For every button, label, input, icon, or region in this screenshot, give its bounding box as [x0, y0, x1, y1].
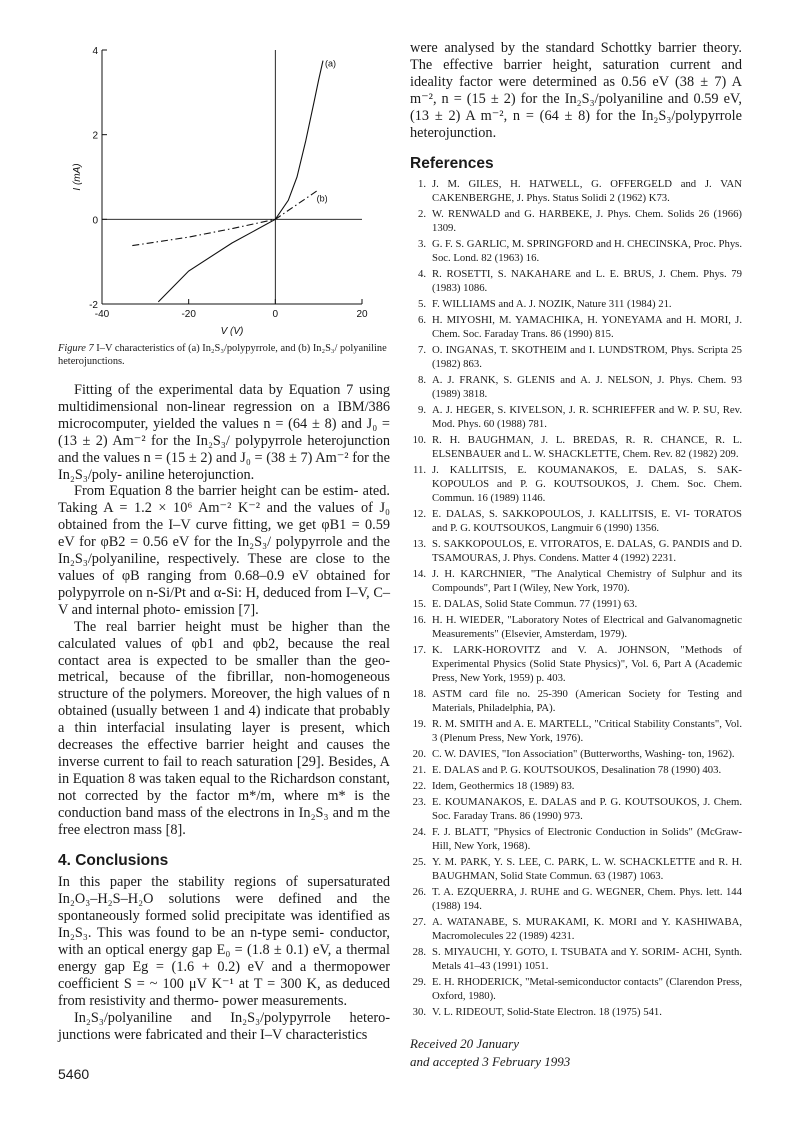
reference-text: V. L. RIDEOUT, Solid-State Electron. 18 (1975) 541. — [432, 1006, 662, 1019]
paragraph: Fitting of the experimental data by Equation 7 using multidimensional non-linear regression on a IBM/386 microcomputer, yielded the values n = (64 ± 8) and J₀ = (13 ± 2) Am⁻² for the In₂S₃/ polypyrrole heterojunction and the values n = (15 ± 2) and J₀ = (38 ± 7) Am⁻² for the In₂S₃/poly- aniline heterojunction. — [58, 382, 390, 483]
x-tick-label: 0 — [272, 309, 279, 320]
y-tick-label: 2 — [92, 130, 98, 142]
reference-item — [410, 779, 742, 793]
reference-item — [410, 975, 742, 1003]
y-axis-label: I (mA) — [72, 163, 83, 191]
reference-item — [410, 747, 742, 761]
x-tick-label: 20 — [356, 309, 368, 320]
reference-text: A. J. FRANK, S. GLENIS and A. J. NELSON, J. Phys. Chem. 93 (1989) 3818. — [432, 374, 742, 401]
reference-number: 6. — [417, 314, 426, 327]
reference-number: 3. — [417, 238, 426, 251]
references-list — [410, 177, 742, 1019]
x-tick-label: -20 — [181, 309, 196, 320]
reference-number: 20. — [412, 748, 426, 761]
reference-number: 27. — [412, 916, 426, 929]
reference-number: 26. — [412, 886, 426, 899]
reference-text: W. RENWALD and G. HARBEKE, J. Phys. Chem. Solids 26 (1966) 1309. — [432, 208, 742, 235]
accepted-line: and accepted 3 February 1993 — [410, 1054, 571, 1070]
reference-number: 13. — [412, 538, 426, 551]
y-tick-label: 4 — [92, 46, 98, 57]
reference-item — [410, 855, 742, 883]
paragraph: In this paper the stability regions of supersaturated In₂O₃–H₂S–H₂O solutions were defined and the spontaneously formed solid precipitate was identified as In₂S₃. This was found to be an n-type semi- conductor, with an optical energy gap E₀ = (1.8 ± 0.1) eV, a thermal energy gap Eg = (1.6 + 0.2) eV and a thermopower coefficient S = ~ 100 μV K⁻¹ at T = 300 K, as deduced from resistivity and thermo- power measurements. — [58, 874, 390, 1009]
reference-number: 16. — [412, 614, 426, 627]
y-tick-label: -2 — [89, 300, 98, 311]
reference-text: ASTM card file no. 25-390 (American Society for Testing and Materials, Philadelphia, PA). — [432, 688, 742, 715]
reference-item — [410, 915, 742, 943]
reference-item — [410, 313, 742, 341]
paragraph: From Equation 8 the barrier height can be estim- ated. Taking A = 1.2 × 10⁶ Am⁻² K⁻² and the values of J₀ obtained from the I–V curve fitting, we get φB1 = 0.59 eV for φB2 = 0.56 eV for the In₂S₃/ polypyrrole and the In₂S₃/polyaniline, respectively. These are close to the values of φB ranging from 0.68–0.9 eV obtained for polypyrrole on n-Si/Pt and α-Si: H, deduced from I–V, C–V and internal photo- emission [7]. — [58, 483, 390, 618]
reference-text: F. J. BLATT, "Physics of Electronic Conduction in Solids" (McGraw-Hill, New York, 1968). — [432, 826, 742, 853]
reference-item — [410, 373, 742, 401]
reference-text: H. MIYOSHI, M. YAMACHIKA, H. YONEYAMA and H. MORI, J. Chem. Soc. Faraday Trans. 86 (1990) 815. — [432, 314, 742, 341]
reference-number: 2. — [417, 208, 426, 221]
section-heading: 4. Conclusions — [58, 852, 169, 870]
reference-number: 18. — [412, 688, 426, 701]
reference-item — [410, 177, 742, 205]
reference-number: 24. — [412, 826, 426, 839]
paragraph: In₂S₃/polyaniline and In₂S₃/polypyrrole hetero- junctions were fabricated and their I–V characteristics — [58, 1009, 390, 1043]
reference-item — [410, 267, 742, 295]
reference-text: G. F. S. GARLIC, M. SPRINGFORD and H. CHECINSKA, Proc. Phys. Soc. Lond. 82 (1963) 16. — [432, 238, 743, 265]
body-text — [58, 382, 390, 838]
reference-item — [410, 687, 742, 715]
page-number: 5460 — [58, 1066, 90, 1082]
chart-labels — [72, 46, 368, 337]
reference-text: Idem, Geothermics 18 (1989) 83. — [432, 780, 575, 793]
reference-item — [410, 463, 742, 505]
paragraph: The real barrier height must be higher than the calculated values of φb1 and φb2, because the real contact area is expected to be smaller than the geo- metrical, because of the fibrillar, non-homogeneous structure of the polymers. Moreover, the high values of n obtained (usually between 1 and 4) indicate that probably a thin interfacial insulating layer is present, which decreases the effective barrier height and causes the inverse current to fail to reach saturation [29]. Besides, A in Equation 8 was taken equal to the Richardson constant, not corrected by the factor m*/m, where m* is the conduction band mass of the electrons in In₂S₃ and m the free electron mass [8]. — [58, 618, 390, 838]
reference-number: 1. — [417, 178, 426, 191]
reference-number: 23. — [412, 796, 426, 809]
reference-item — [410, 795, 742, 823]
reference-text: F. WILLIAMS and A. J. NOZIK, Nature 311 (1984) 21. — [432, 298, 672, 311]
reference-text: A. WATANABE, S. MURAKAMI, K. MORI and Y. KASHIWABA, Macromolecules 22 (1989) 4231. — [432, 916, 742, 943]
series-label: (b) — [316, 193, 328, 204]
reference-number: 30. — [412, 1006, 426, 1019]
reference-text: H. H. WIEDER, "Laboratory Notes of Electrical and Galvanomagnetic Measurements" (Elsevier, Amsterdam, 1979). — [432, 614, 742, 641]
reference-number: 4. — [417, 268, 426, 281]
reference-item — [410, 537, 742, 565]
reference-item — [410, 237, 742, 265]
reference-text: S. MIYAUCHI, Y. GOTO, I. TSUBATA and Y. SORIM- ACHI, Synth. Metals 41–43 (1991) 1051. — [432, 946, 742, 973]
reference-number: 25. — [412, 856, 426, 869]
left-column — [58, 40, 390, 1044]
figure-caption — [58, 342, 390, 368]
y-tick-label: 0 — [92, 215, 98, 227]
reference-text: K. LARK-HOROVITZ and V. A. JOHNSON, "Methods of Experimental Physics (Solid State Physics)", Vol. 6, Part A (Academic Press, New York, 1959) p. 403. — [432, 644, 742, 685]
reference-text: J. H. KARCHNIER, "The Analytical Chemistry of Sulphur and its Compounds", Part I (Wiley, New York, 1970). — [432, 568, 742, 595]
reference-text: R. H. BAUGHMAN, J. L. BREDAS, R. R. CHANCE, R. L. ELSENBAUER and L. W. SHACKLETTE, Chem. Rev. 82 (1982) 209. — [432, 434, 742, 461]
reference-text: R. M. SMITH and A. E. MARTELL, "Critical Stability Constants", Vol. 3 (Plenum Press, New York, 1976). — [432, 718, 742, 745]
reference-number: 28. — [412, 946, 426, 959]
reference-number: 12. — [412, 508, 426, 521]
received-line: Received 20 January — [410, 1036, 520, 1052]
figure-caption-text: I–V characteristics of (a) In₂S₃/polypyrrole, and (b) In₂S₃/ polyaniline heterojunctions. — [58, 343, 387, 367]
reference-number: 17. — [412, 644, 426, 657]
series-label: (a) — [325, 58, 336, 69]
reference-number: 29. — [412, 976, 426, 989]
reference-number: 5. — [417, 298, 426, 311]
reference-item — [410, 207, 742, 235]
reference-text: E. DALAS and P. G. KOUTSOUKOS, Desalination 78 (1990) 403. — [432, 764, 722, 777]
series-line-a — [158, 61, 323, 302]
chart-curves — [132, 61, 323, 302]
x-axis-label: V (V) — [220, 326, 244, 337]
reference-text: E. DALAS, Solid State Commun. 77 (1991) 63. — [432, 598, 638, 611]
figure-caption-label: Figure 7 — [58, 343, 94, 354]
reference-item — [410, 403, 742, 431]
references-heading: References — [410, 155, 494, 173]
series-line-b — [132, 190, 318, 246]
reference-item — [410, 507, 742, 535]
reference-text: E. H. RHODERICK, "Metal-semiconductor contacts" (Clarendon Press, Oxford, 1980). — [432, 976, 742, 1003]
reference-item — [410, 885, 742, 913]
paragraph: were analysed by the standard Schottky barrier theory. The effective barrier height, saturation current and ideality factor were determined as 0.56 eV (38 ± 7) A m⁻², n = (15 ± 2) for the In₂S₃/polyaniline and 0.59 eV, (13 ± 2) A m⁻², n = (64 ± 8) for the In₂S₃/polypyrrole heterojunction. — [410, 40, 742, 141]
reference-item — [410, 433, 742, 461]
received-dates — [410, 1035, 742, 1071]
reference-text: Y. M. PARK, Y. S. LEE, C. PARK, L. W. SCHACKLETTE and R. H. BAUGHMAN, Solid State Commun. 63 (1987) 1063. — [432, 856, 742, 883]
reference-number: 21. — [412, 764, 426, 777]
reference-number: 14. — [412, 568, 426, 581]
reference-number: 8. — [417, 374, 426, 387]
figure-7 — [58, 40, 390, 338]
iv-chart — [58, 40, 390, 338]
reference-number: 10. — [412, 434, 426, 447]
reference-item — [410, 597, 742, 611]
reference-item — [410, 343, 742, 371]
reference-text: E. DALAS, S. SAKKOPOULOS, J. KALLITSIS, E. VI- TORATOS and P. G. KOUTSOUKOS, Langmuir 6 (1990) 1356. — [432, 508, 742, 535]
reference-number: 19. — [412, 718, 426, 731]
reference-number: 7. — [417, 344, 426, 357]
x-tick-label: -40 — [94, 309, 110, 320]
reference-item — [410, 297, 742, 311]
reference-text: S. SAKKOPOULOS, E. VITORATOS, E. DALAS, G. PANDIS and D. TSAMOURAS, J. Phys. Condens. Matter 4 (1992) 2231. — [432, 538, 742, 565]
reference-item — [410, 763, 742, 777]
reference-item — [410, 945, 742, 973]
reference-text: R. ROSETTI, S. NAKAHARE and L. E. BRUS, J. Chem. Phys. 79 (1983) 1086. — [432, 268, 742, 295]
reference-item — [410, 613, 742, 641]
reference-item — [410, 1005, 742, 1019]
reference-number: 9. — [417, 404, 426, 417]
reference-item — [410, 717, 742, 745]
reference-number: 11. — [413, 464, 426, 477]
reference-text: O. INGANAS, T. SKOTHEIM and I. LUNDSTROM, Phys. Scripta 25 (1982) 863. — [432, 344, 742, 371]
reference-text: J. KALLITSIS, E. KOUMANAKOS, E. DALAS, S. SAK- KOPOULOS and P. G. KOUTSOUKOS, J. Chem. Soc. Chem. Commun. 16 (1989) 1146. — [432, 464, 742, 505]
reference-item — [410, 567, 742, 595]
reference-text: E. KOUMANAKOS, E. DALAS and P. G. KOUTSOUKOS, J. Chem. Soc. Faraday Trans. 86 (1990) 973. — [432, 796, 742, 823]
reference-text: T. A. EZQUERRA, J. RUHE and G. WEGNER, Chem. Phys. lett. 144 (1988) 194. — [432, 886, 742, 913]
reference-item — [410, 825, 742, 853]
reference-item — [410, 643, 742, 685]
reference-text: A. J. HEGER, S. KIVELSON, J. R. SCHRIEFFER and W. P. SU, Rev. Mod. Phys. 60 (1988) 781. — [432, 404, 742, 431]
right-column — [410, 40, 742, 1071]
reference-number: 22. — [412, 780, 426, 793]
chart-axes — [102, 50, 362, 304]
reference-number: 15. — [412, 598, 426, 611]
reference-text: C. W. DAVIES, "Ion Association" (Butterworths, Washing- ton, 1962). — [432, 748, 735, 761]
reference-text: J. M. GILES, H. HATWELL, G. OFFERGELD and J. VAN CAKENBERGHE, J. Phys. Status Solidi 2 (1962) K73. — [432, 178, 742, 205]
